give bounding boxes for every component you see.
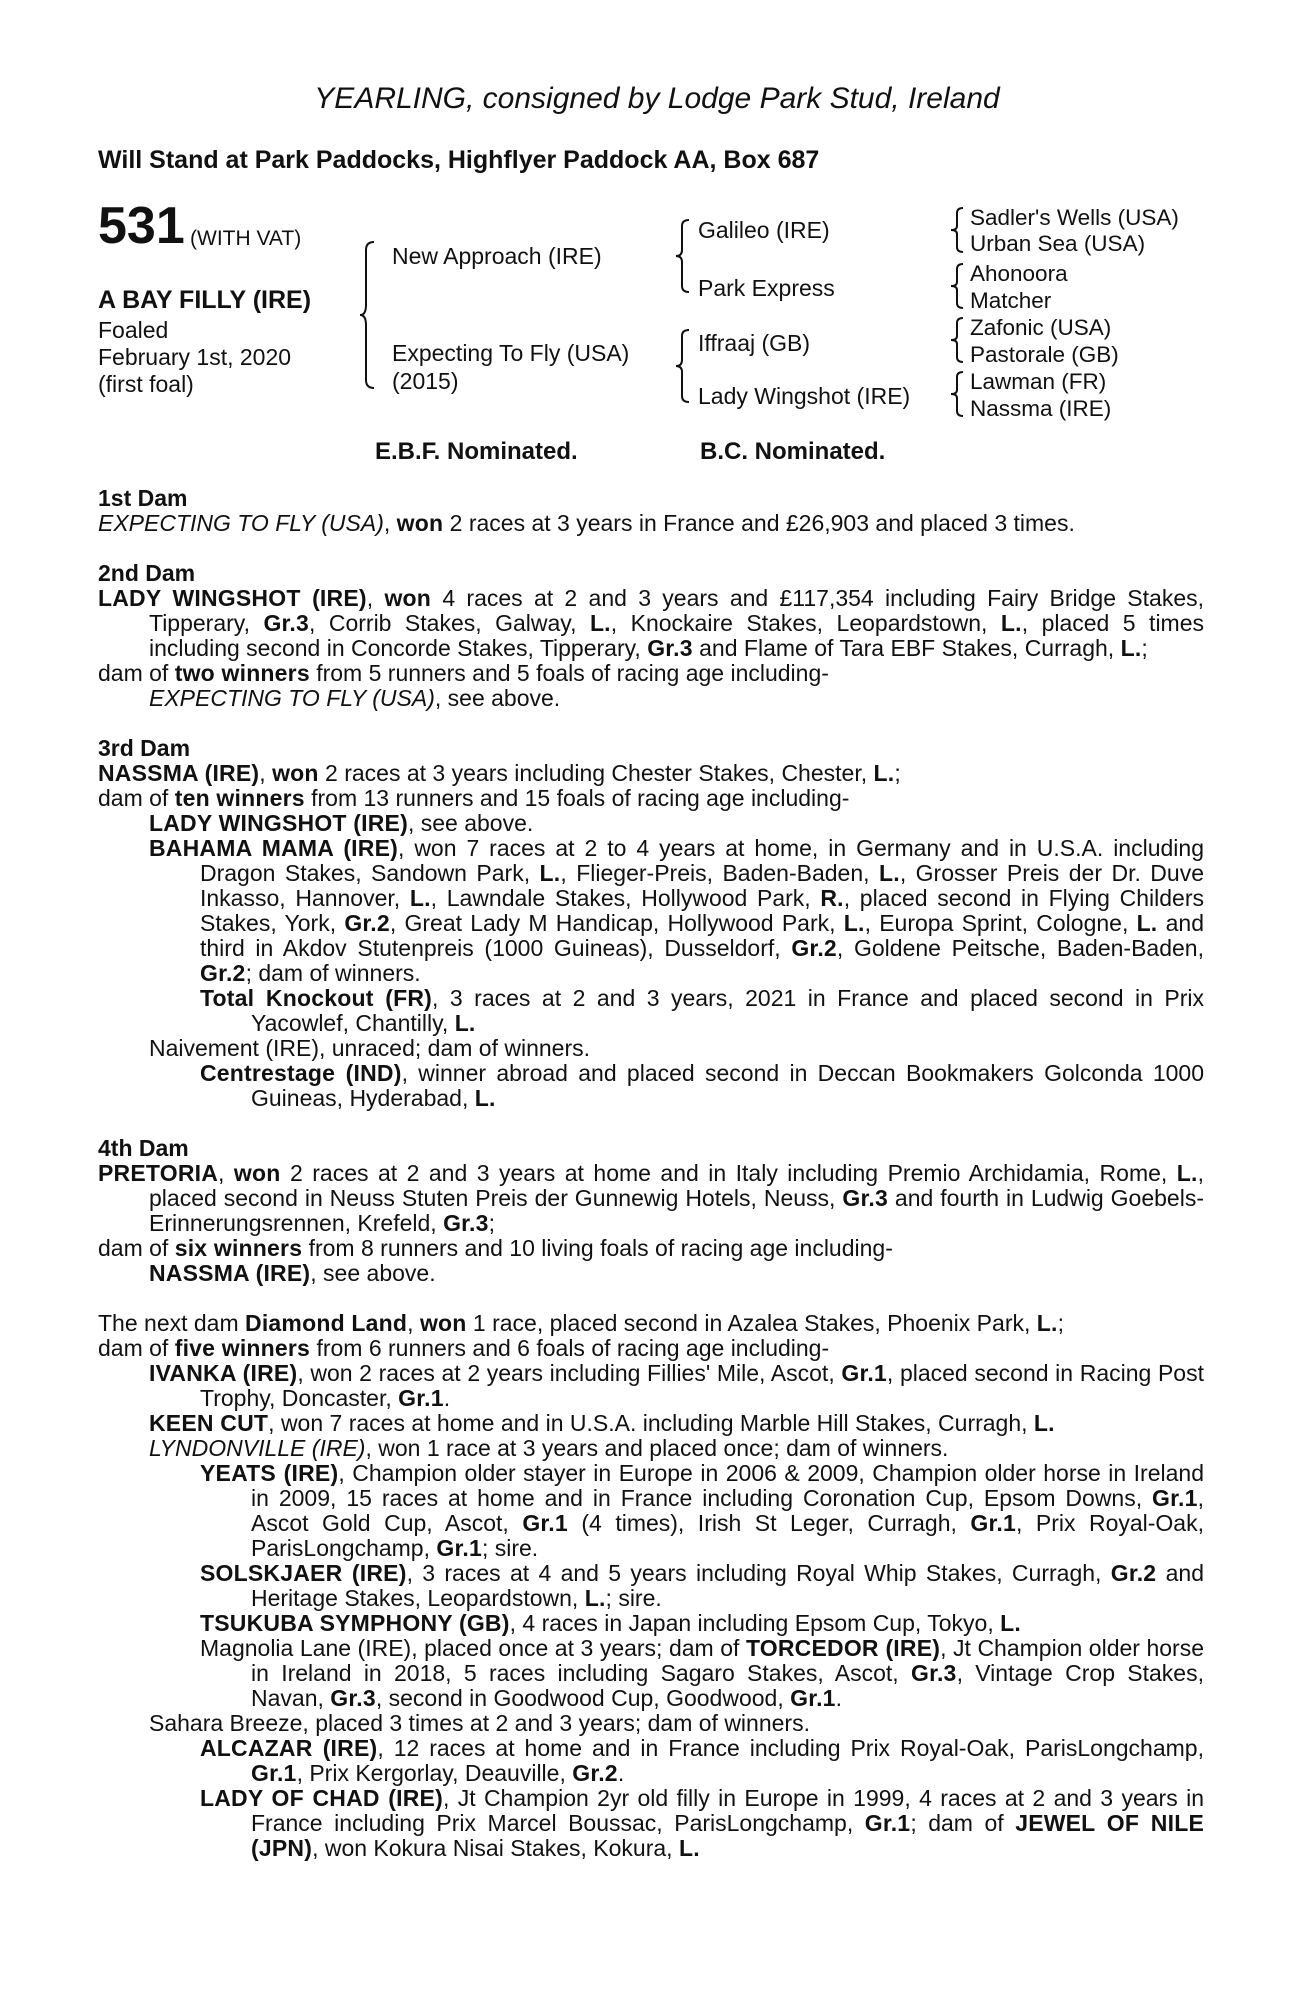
progeny-entry: Centrestage (IND), winner abroad and placed second in Deccan Bookmakers Golconda 1000 Guineas, Hyderabad, L. [200,1060,1205,1111]
progeny-entry: LADY OF CHAD (IRE), Jt Champion 2yr old filly in Europe in 1999, 4 races at 2 and 3 years in France including Prix Marcel Boussac, ParisLongchamp, Gr.1; dam of JEWEL OF NILE (JPN), won Kokura Nisai Stakes, Kokura, L. [200,1785,1204,1861]
progeny-entry: SOLSKJAER (IRE), 3 races at 4 and 5 years including Royal Whip Stakes, Curragh, Gr.2 and Heritage Stakes, Leopardstown, L.; sire. [200,1560,1205,1611]
next-dam-produce: dam of five winners from 6 runners and 6 foals of racing age including- [98,1335,830,1361]
second-dam-heading: 2nd Dam [98,560,196,586]
progeny-entry: Magnolia Lane (IRE), placed once at 3 years; dam of TORCEDOR (IRE), Jt Champion older horse in Ireland in 2018, 5 races including Sagaro Stakes, Ascot, Gr.3, Vintage Crop Stakes, Navan, Gr.3, second in Goodwood Cup, Goodwood, Gr.1. [200,1635,1205,1711]
dam-name: EXPECTING TO FLY (USA) [98,510,384,536]
sire-name: New Approach (IRE) [392,243,602,269]
ancestor-3: Ahonoora [970,261,1068,286]
first-dam-entry: EXPECTING TO FLY (USA), won 2 races at 3 years in France and £26,903 and placed 3 times. [98,510,1075,536]
horse-name: A BAY FILLY (IRE) [98,286,312,314]
sire-dam: Park Express [698,275,835,301]
progeny-entry: LADY WINGSHOT (IRE), see above. [149,810,534,836]
second-dam-entry: LADY WINGSHOT (IRE), won 4 races at 2 and 3 years and £117,354 including Fairy Bridge Stakes, Tipperary, Gr.3, Corrib Stakes, Galway, L., Knockaire Stakes, Leopardstown, L., placed 5 times including second in Concorde Stakes, Tipperary, Gr.3 and Flame of Tara EBF Stakes, Curragh, L.; [98,585,1205,661]
dam-sire: Iffraaj (GB) [698,330,811,356]
progeny-entry: Sahara Breeze, placed 3 times at 2 and 3 years; dam of winners. [149,1710,810,1736]
fourth-dam-entry: PRETORIA, won 2 races at 2 and 3 years at home and in Italy including Premio Archidamia, Rome, L., placed second in Neuss Stuten Preis der Gunnewig Hotels, Neuss, Gr.3 and fourth in Ludwig Goebels-Erinnerungsrennen, Krefeld, Gr.3; [98,1160,1204,1236]
ebf-nominated: E.B.F. Nominated. [375,438,578,465]
fourth-dam-heading: 4th Dam [98,1135,189,1161]
ancestor-5: Zafonic (USA) [970,315,1112,340]
third-dam-entry: NASSMA (IRE), won 2 races at 3 years including Chester Stakes, Chester, L.; [98,760,901,786]
pedigree-bracket-g3 [950,316,966,364]
lot-number: 531 [98,197,185,255]
ancestor-1: Sadler's Wells (USA) [970,205,1179,230]
progeny-entry: EXPECTING TO FLY (USA), see above. [149,685,561,711]
ancestor-7: Lawman (FR) [970,369,1107,394]
third-dam-produce: dam of ten winners from 13 runners and 15 foals of racing age including- [98,785,850,811]
ancestor-8: Nassma (IRE) [970,396,1112,421]
bc-nominated: B.C. Nominated. [700,438,886,465]
foaled-date: February 1st, 2020 [98,344,292,370]
pedigree-bracket-main [360,240,382,390]
dam-year: (2015) [392,368,459,394]
third-dam-heading: 3rd Dam [98,735,191,761]
page-heading: YEARLING, consigned by Lodge Park Stud, Ireland [314,82,1000,115]
stand-location: Will Stand at Park Paddocks, Highflyer Paddock AA, Box 687 [98,146,820,174]
progeny-entry: YEATS (IRE), Champion older stayer in Europe in 2006 & 2009, Champion older horse in Ireland in 2009, 15 races at home and in France including Coronation Cup, Epsom Downs, Gr.1, Ascot Gold Cup, Ascot, Gr.1 (4 times), Irish St Leger, Curragh, Gr.1, Prix Royal-Oak, ParisLongchamp, Gr.1; sire. [200,1460,1204,1561]
progeny-entry: NASSMA (IRE), see above. [149,1260,436,1286]
next-dam-entry: The next dam Diamond Land, won 1 race, placed second in Azalea Stakes, Phoenix Park, L.; [98,1310,1064,1336]
vat-note: (WITH VAT) [190,227,302,250]
pedigree-bracket-sire [675,218,695,294]
progeny-entry: ALCAZAR (IRE), 12 races at home and in France including Prix Royal-Oak, ParisLongchamp, Gr.1, Prix Kergorlay, Deauville, Gr.2. [200,1735,1204,1786]
ancestor-4: Matcher [970,288,1052,313]
foaled-label: Foaled [98,317,169,343]
pedigree-bracket-g1 [950,206,966,254]
first-dam-heading: 1st Dam [98,485,188,511]
dam-dam: Lady Wingshot (IRE) [698,383,911,409]
pedigree-bracket-g2 [950,262,966,310]
ancestor-2: Urban Sea (USA) [970,231,1146,256]
progeny-entry: TSUKUBA SYMPHONY (GB), 4 races in Japan including Epsom Cup, Tokyo, L. [200,1610,1021,1636]
progeny-entry: KEEN CUT, won 7 races at home and in U.S.A. including Marble Hill Stakes, Curragh, L. [149,1410,1055,1436]
catalogue-body [98,486,1204,1861]
first-foal: (first foal) [98,371,194,397]
second-dam-produce: dam of two winners from 5 runners and 5 foals of racing age including- [98,660,829,686]
progeny-entry: Total Knockout (FR), 3 races at 2 and 3 years, 2021 in France and placed second in Prix Yacowlef, Chantilly, L. [200,985,1204,1036]
dam-name: Expecting To Fly (USA) [392,340,630,366]
fourth-dam-produce: dam of six winners from 8 runners and 10 living foals of racing age including- [98,1235,893,1261]
ancestor-6: Pastorale (GB) [970,342,1119,367]
progeny-entry: IVANKA (IRE), won 2 races at 2 years including Fillies' Mile, Ascot, Gr.1, placed second in Racing Post Trophy, Doncaster, Gr.1. [149,1360,1204,1411]
progeny-entry: BAHAMA MAMA (IRE), won 7 races at 2 to 4 years at home, in Germany and in U.S.A. including Dragon Stakes, Sandown Park, L., Flieger-Preis, Baden-Baden, L., Grosser Preis der Dr. Duve Inkasso, Hannover, L., Lawndale Stakes, Hollywood Park, R., placed second in Flying Childers Stakes, York, Gr.2, Great Lady M Handicap, Hollywood Park, L., Europa Sprint, Cologne, L. and third in Akdov Stutenpreis (1000 Guineas), Dusseldorf, Gr.2, Goldene Peitsche, Baden-Baden, Gr.2; dam of winners. [149,835,1205,986]
sire-sire: Galileo (IRE) [698,217,830,243]
progeny-entry: Naivement (IRE), unraced; dam of winners. [149,1035,591,1061]
pedigree-bracket-g4 [950,370,966,418]
progeny-entry: LYNDONVILLE (IRE), won 1 race at 3 years and placed once; dam of winners. [149,1435,949,1461]
pedigree-bracket-dam [675,328,695,404]
